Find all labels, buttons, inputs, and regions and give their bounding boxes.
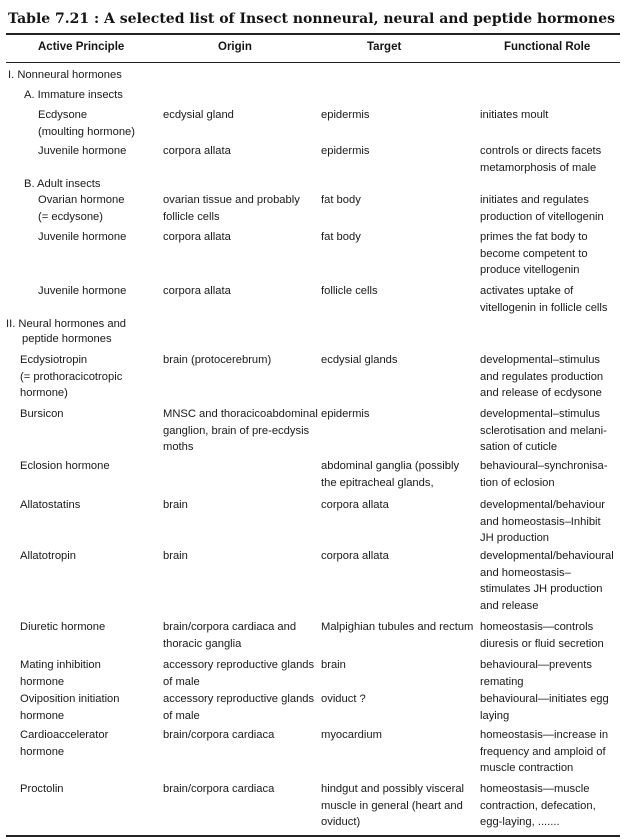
cell-role: initiates moult xyxy=(480,109,549,121)
cell-active: Allatotropin xyxy=(20,550,76,562)
cell-origin: of male xyxy=(163,675,200,688)
cell-role: developmental/behaviour xyxy=(480,499,606,511)
cell-role: developmental/behavioural xyxy=(480,550,614,562)
cell-role: primes the fat body to xyxy=(480,231,588,243)
cell-active: Mating inhibition xyxy=(20,659,101,671)
cell-active: Ecdysiotropin xyxy=(20,354,88,366)
cell-role: diuresis or fluid secretion xyxy=(480,637,604,650)
cell-target: epidermis xyxy=(321,145,370,157)
cell-role: developmental–stimulus xyxy=(480,354,601,366)
cell-origin: ecdysial gland xyxy=(163,109,234,121)
cell-role: muscle contraction xyxy=(480,762,574,774)
cell-role: become competent to xyxy=(480,247,588,260)
cell-origin: ganglion, brain of pre-ecdysis xyxy=(163,424,310,437)
header-active-principle: Active Principle xyxy=(38,41,125,53)
header-target: Target xyxy=(367,41,402,53)
cell-target: corpora allata xyxy=(321,499,389,511)
cell-role: behavioural—initiates egg xyxy=(480,693,609,705)
cell-role: sclerotisation and melani- xyxy=(480,424,607,437)
cell-target: epidermis xyxy=(321,109,370,121)
cell-origin: accessory reproductive glands xyxy=(163,693,315,705)
cell-role: behavioural–synchronisa- xyxy=(480,460,608,472)
cell-target: brain xyxy=(321,659,346,671)
cell-active: (moulting hormone) xyxy=(38,125,136,138)
header-rule xyxy=(6,62,620,63)
cell-role: and release xyxy=(480,599,539,612)
cell-active: hormone xyxy=(20,675,65,688)
cell-origin: corpora allata xyxy=(163,285,231,297)
cell-role: homeostasis—increase in xyxy=(480,729,609,741)
cell-origin: of male xyxy=(163,709,200,722)
cell-target: follicle cells xyxy=(321,285,378,297)
cell-origin: brain/corpora cardiaca xyxy=(163,783,275,795)
cell-target: oviduct) xyxy=(321,816,361,828)
cell-active: Juvenile hormone xyxy=(38,285,127,297)
cell-role: vitellogenin in follicle cells xyxy=(480,301,608,314)
cell-target: abdominal ganglia (possibly xyxy=(321,460,460,472)
cell-active: Juvenile hormone xyxy=(38,231,127,243)
cell-role: stimulates JH production xyxy=(480,583,603,595)
cell-origin: ovarian tissue and probably xyxy=(163,194,300,206)
cell-role: contraction, defecation, xyxy=(480,799,596,812)
cell-active: Ovarian hormone xyxy=(38,194,125,206)
cell-active: Oviposition initiation xyxy=(20,693,120,705)
cell-role: controls or directs facets xyxy=(480,145,602,157)
cell-role: initiates and regulates xyxy=(480,194,589,206)
cell-role: activates uptake of xyxy=(480,285,574,297)
cell-target: muscle in general (heart and xyxy=(321,799,463,812)
cell-origin: follicle cells xyxy=(163,210,220,223)
cell-active: hormone xyxy=(20,709,65,722)
cell-active: Cardioaccelerator xyxy=(20,729,109,741)
cell-target: the epitracheal glands, xyxy=(321,476,434,489)
cell-role: homeostasis—controls xyxy=(480,621,594,633)
cell-origin: brain/corpora cardiaca xyxy=(163,729,275,741)
section-adult-insects: B. Adult insects xyxy=(24,178,101,190)
cell-role: and release of ecdysone xyxy=(480,387,602,399)
cell-origin: corpora allata xyxy=(163,231,231,243)
cell-active: Diuretic hormone xyxy=(20,621,106,633)
cell-role: tion of eclosion xyxy=(480,476,555,489)
cell-target: epidermis xyxy=(321,408,370,420)
cell-active: hormone) xyxy=(20,387,68,399)
cell-origin: brain xyxy=(163,499,188,511)
cell-active: Proctolin xyxy=(20,783,64,795)
section-neural-line1: II. Neural hormones and xyxy=(6,318,127,330)
cell-target: Malpighian tubules and rectum xyxy=(321,621,474,633)
section-neural-line2: peptide hormones xyxy=(22,333,112,345)
cell-active: (= prothoracicotropic xyxy=(20,370,123,383)
cell-active: hormone xyxy=(20,745,65,758)
cell-role: metamorphosis of male xyxy=(480,161,597,174)
cell-origin: thoracic ganglia xyxy=(163,637,242,650)
cell-role: remating xyxy=(480,675,524,688)
cell-target: fat body xyxy=(321,194,361,206)
cell-active: Juvenile hormone xyxy=(38,145,127,157)
cell-role: and regulates production xyxy=(480,370,604,383)
cell-target: hindgut and possibly visceral xyxy=(321,783,465,795)
section-nonneural: I. Nonneural hormones xyxy=(8,69,122,81)
section-immature-insects: A. Immature insects xyxy=(24,89,123,101)
cell-role: production of vitellogenin xyxy=(480,210,604,223)
cell-role: homeostasis—muscle xyxy=(480,783,590,795)
cell-role: JH production xyxy=(480,532,550,544)
cell-active: Ecdysone xyxy=(38,109,88,121)
cell-active: Bursicon xyxy=(20,408,64,420)
header-functional-role: Functional Role xyxy=(504,41,591,53)
cell-active: Eclosion hormone xyxy=(20,460,110,472)
cell-role: and homeostasis– xyxy=(480,566,571,579)
cell-target: myocardium xyxy=(321,729,382,741)
cell-target: corpora allata xyxy=(321,550,389,562)
header-origin: Origin xyxy=(218,41,252,53)
cell-origin: moths xyxy=(163,441,194,453)
cell-origin: brain xyxy=(163,550,188,562)
top-rule xyxy=(6,33,620,35)
cell-role: behavioural—prevents xyxy=(480,659,592,671)
cell-origin: brain (protocerebrum) xyxy=(163,354,272,366)
cell-active: (= ecdysone) xyxy=(38,210,103,223)
cell-role: laying xyxy=(480,709,510,722)
cell-active: Allatostatins xyxy=(20,499,81,511)
cell-target: ecdysial glands xyxy=(321,354,398,366)
cell-target: oviduct ? xyxy=(321,693,366,705)
cell-role: egg-laying, ....... xyxy=(480,816,560,828)
cell-role: frequency and amploid of xyxy=(480,745,606,758)
cell-role: developmental–stimulus xyxy=(480,408,601,420)
cell-origin: corpora allata xyxy=(163,145,231,157)
cell-target: fat body xyxy=(321,231,361,243)
cell-origin: accessory reproductive glands xyxy=(163,659,315,671)
cell-role: produce vitellogenin xyxy=(480,264,580,276)
table-title: Table 7.21 : A selected list of Insect nonneural, neural and peptide hormones xyxy=(8,11,615,27)
cell-origin: MNSC and thoracicoabdominal xyxy=(163,408,318,420)
cell-role: and homeostasis–Inhibit xyxy=(480,515,601,528)
cell-origin: brain/corpora cardiaca and xyxy=(163,621,297,633)
cell-role: sation of cuticle xyxy=(480,441,558,453)
bottom-rule xyxy=(6,835,620,837)
